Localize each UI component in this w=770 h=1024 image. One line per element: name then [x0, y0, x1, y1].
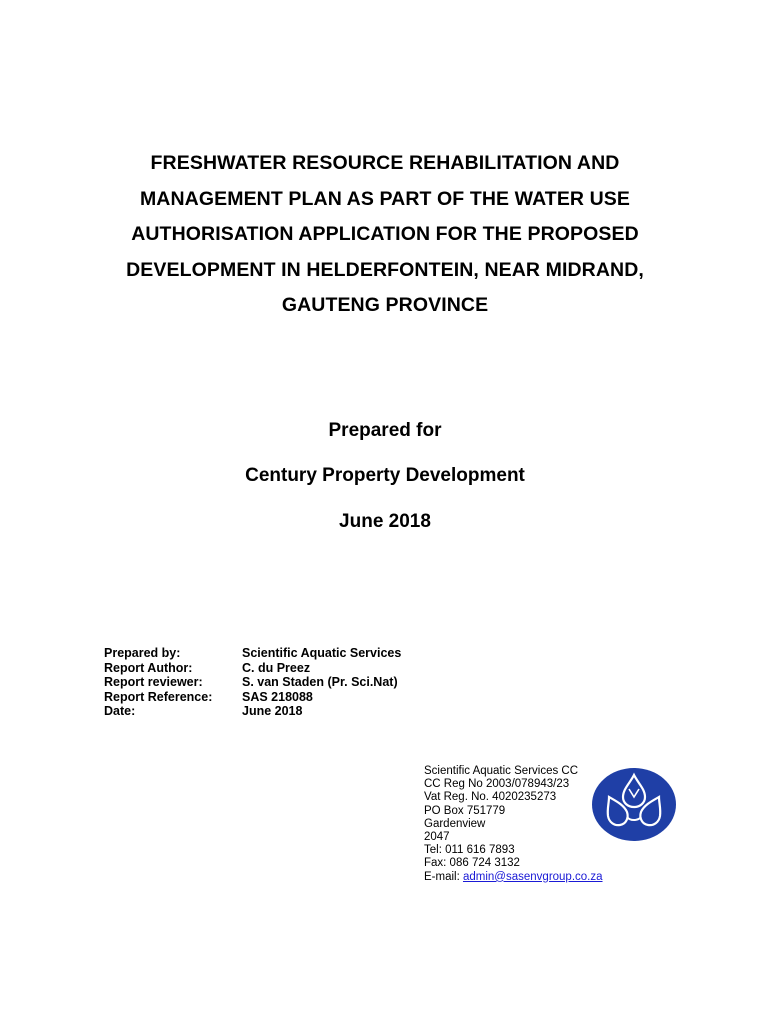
title-line-5: GAUTENG PROVINCE	[281, 294, 489, 316]
email-link[interactable]: admin@sasenvgroup.co.za	[462, 870, 603, 883]
cc-reg-number: CC Reg No 2003/078943/23	[424, 778, 570, 791]
detail-value: Scientific Aquatic Services	[242, 646, 402, 660]
report-title	[0, 146, 770, 324]
detail-row	[104, 690, 401, 705]
detail-value: S. van Staden (Pr. Sci.Nat)	[242, 675, 398, 690]
detail-row	[104, 646, 401, 661]
title-line-3: AUTHORISATION APPLICATION FOR THE PROPOSED	[131, 223, 639, 245]
title-line-1: FRESHWATER RESOURCE REHABILITATION AND	[150, 152, 620, 174]
detail-row	[104, 661, 401, 676]
detail-value: SAS 218088	[242, 689, 313, 704]
detail-label: Date:	[104, 704, 136, 719]
prepared-for-label: Prepared for	[328, 420, 442, 441]
po-box: PO Box 751779	[424, 804, 506, 817]
company-contact-block	[424, 765, 603, 884]
detail-label: Report Author:	[104, 660, 193, 675]
water-drops-logo-icon	[591, 767, 677, 842]
detail-row	[104, 675, 401, 690]
title-line-4: DEVELOPMENT IN HELDERFONTEIN, NEAR MIDRAND,	[126, 258, 644, 281]
email-label: E-mail:	[424, 870, 463, 883]
report-details-table	[104, 646, 401, 719]
report-date: June 2018	[339, 511, 431, 532]
client-name: Century Property Development	[245, 465, 525, 486]
postal-code: 2047	[424, 831, 450, 844]
fax: Fax: 086 724 3132	[424, 857, 520, 870]
detail-row	[104, 704, 401, 719]
company-name: Scientific Aquatic Services CC	[424, 765, 579, 777]
suburb: Gardenview	[424, 817, 486, 830]
detail-label: Report reviewer:	[104, 675, 203, 690]
prepared-for-section	[0, 420, 770, 533]
detail-label: Prepared by:	[104, 646, 181, 660]
detail-value: C. du Preez	[242, 660, 311, 675]
detail-value: June 2018	[242, 704, 303, 719]
email-line	[424, 871, 603, 884]
vat-reg-number: Vat Reg. No. 4020235273	[424, 791, 557, 804]
detail-label: Report Reference:	[104, 689, 213, 704]
telephone: Tel: 011 616 7893	[424, 844, 515, 857]
title-line-2: MANAGEMENT PLAN AS PART OF THE WATER USE	[139, 187, 631, 210]
